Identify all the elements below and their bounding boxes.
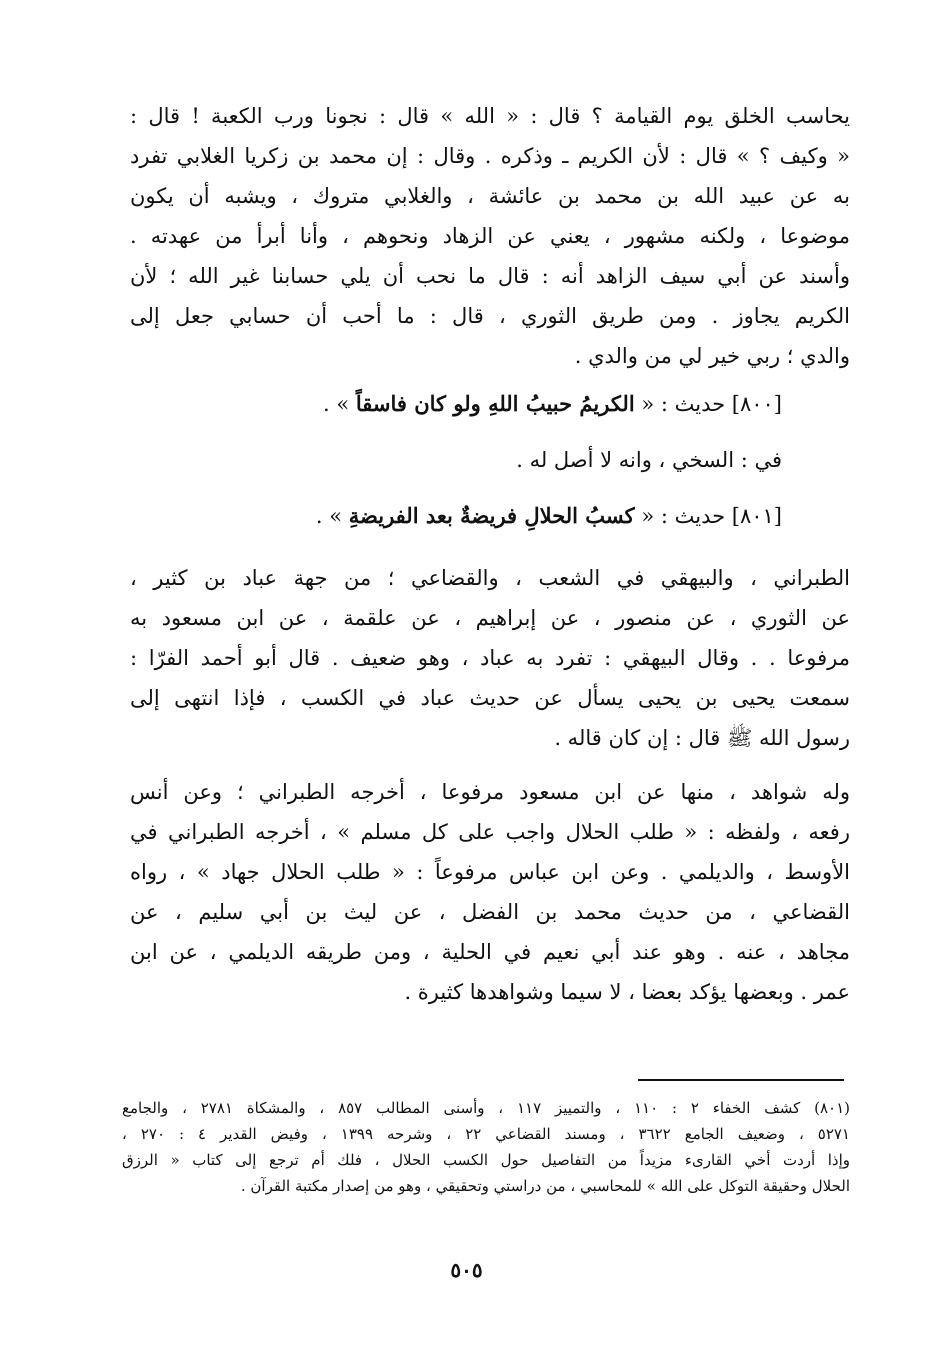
fi-line: في : السخي ، وانه لا أصل له .: [516, 448, 782, 472]
hadith-800-prefix: [٨٠٠] حديث : «: [634, 392, 782, 416]
text-line: الطبراني ، والبيهقي في الشعب ، والقضاعي ؛ من جهة عباد بن كثير ،: [130, 566, 850, 590]
text-line: رسول الله ﷺ قال : إن كان قاله .: [554, 726, 850, 750]
footnote-divider: [638, 1079, 844, 1081]
text-line: وأسند عن أبي سيف الزاهد أنه : قال ما نحب أن يلي حسابنا غير الله ؛ لأن: [130, 264, 850, 288]
paragraph-3: [130, 772, 850, 1012]
text-line: وله شواهد ، منها عن ابن مسعود مرفوعا ، أخرجه الطبراني ؛ وعن أنس: [130, 780, 850, 804]
hadith-800-suffix: » .: [323, 392, 356, 416]
text-line: سمعت يحيى بن يحيى يسأل عن حديث عباد في الكسب ، فإذا انتهى إلى: [130, 686, 850, 710]
footnote-line: ٥٢٧١ ، وضعيف الجامع ٣٦٢٢ ، ومسند القضاعي ٢٢ ، وشرحه ١٣٩٩ ، وفيض القدير ٤ : ٢٧٠ ،: [122, 1125, 850, 1143]
paragraph-1: [130, 96, 850, 376]
footnote-line: وإذا أردت أخي القارىء مزيداً من التفاصيل حول الكسب الحلال ، فلك أم ترجع إلى كتاب « الرزق: [122, 1151, 850, 1169]
text-line: والدي ؛ ربي خير لي من والدي .: [574, 344, 850, 368]
text-line: موضوعا ، ولكنه مشهور ، يعني عن الزهاد ونحوهم ، وأنا أبرأ من عهدته .: [130, 224, 850, 248]
footnotes: [122, 1095, 850, 1199]
text-line: القضاعي ، من حديث محمد بن الفضل ، عن ليث بن أبي سليم ، عن: [130, 900, 850, 924]
hadith-801-suffix: » .: [315, 504, 349, 528]
text-line: الكريم يجاوز . ومن طريق الثوري ، قال : ما أحب أن حسابي جعل إلى: [130, 304, 850, 328]
text-line: به عن عبيد الله بن محمد بن عائشة ، والغلابي متروك ، ويشبه أن يكون: [130, 184, 850, 208]
hadith-800: [130, 376, 850, 432]
text-line: الأوسط ، والديلمي . وعن ابن عباس مرفوعاً : « طلب الحلال جهاد » ، رواه: [130, 860, 850, 884]
main-text: [130, 96, 850, 1012]
hadith-800-text: الكريمُ حبيبُ اللهِ ولو كان فاسقاً: [355, 391, 635, 416]
text-line: عن الثوري ، عن منصور ، عن إبراهيم ، عن علقمة ، عن ابن مسعود به: [130, 606, 850, 630]
hadith-801: [130, 488, 850, 544]
footnote-line: (٨٠١) كشف الخفاء ٢ : ١١٠ ، والتمييز ١١٧ ، وأسنى المطالب ٨٥٧ ، والمشكاة ٢٧٨١ ، والجامع: [122, 1099, 850, 1117]
paragraph-2: [130, 558, 850, 758]
text-line: « وكيف ؟ » قال : لأن الكريم ـ وذكره . وقال : إن محمد بن زكريا الغلابي تفرد: [130, 144, 850, 168]
text-line: عمر . وبعضها يؤكد بعضا ، لا سيما وشواهدها كثيرة .: [404, 980, 850, 1004]
spacer: [130, 544, 850, 558]
text-line: مجاهد ، عنه . وهو عند أبي نعيم في الحلية ، ومن طريقه الديلمي ، عن ابن: [130, 940, 850, 964]
text-line: مرفوعا . . وقال البيهقي : تفرد به عباد ، وهو ضعيف . قال أبو أحمد الفرّا :: [130, 646, 850, 670]
text-line: يحاسب الخلق يوم القيامة ؟ قال : « الله » قال : نجونا ورب الكعبة ! قال :: [130, 104, 850, 128]
text-line: رفعه ، ولفظه : « طلب الحلال واجب على كل مسلم » ، أخرجه الطبراني في: [130, 820, 850, 844]
page-number: ٥٠٥: [450, 1258, 483, 1282]
hadith-801-text: كسبُ الحلالِ فريضةٌ بعد الفريضةِ: [348, 503, 635, 528]
hadith-801-prefix: [٨٠١] حديث : «: [634, 504, 782, 528]
spacer: [130, 758, 850, 772]
footnote-line: الحلال وحقيقة التوكل على الله » للمحاسبي ، من دراستي وتحقيقي ، وهو من إصدار مكتبة القرآن .: [240, 1177, 850, 1195]
